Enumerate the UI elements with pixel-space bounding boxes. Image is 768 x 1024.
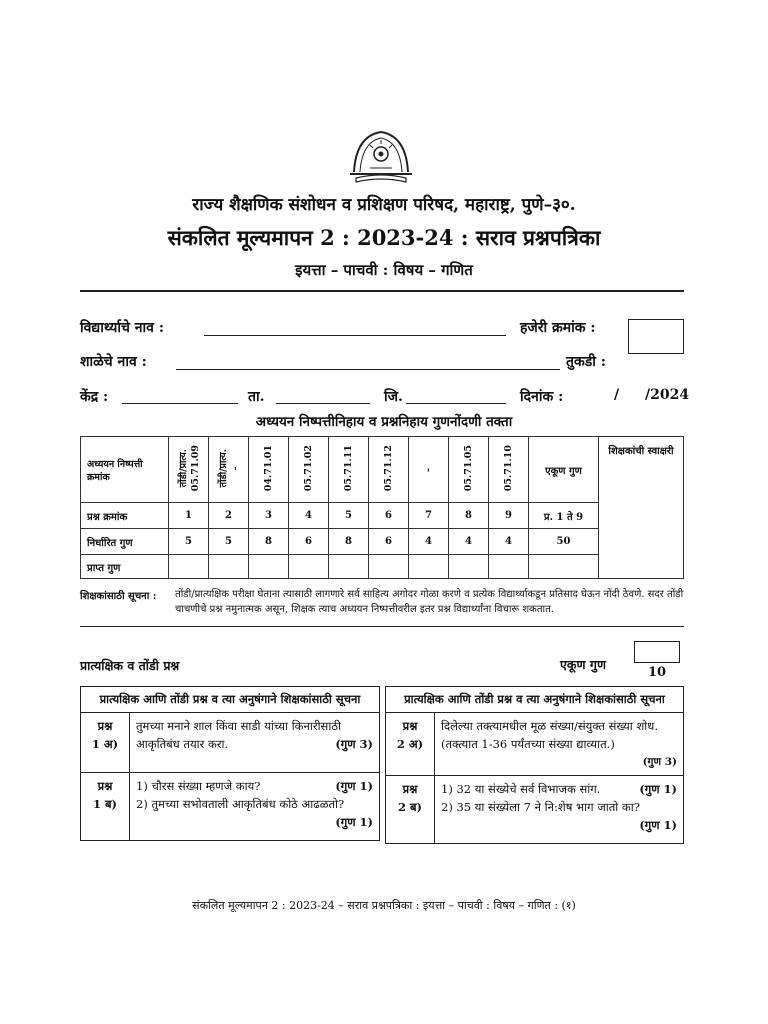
obtained-total-cell[interactable] bbox=[529, 555, 599, 579]
marks-table bbox=[80, 436, 684, 579]
question-text: तुमच्या मनाने शाल किंवा साडी यांच्या किनारीसाठी आकृतिबंध तयार करा. (गुण 3) bbox=[130, 713, 380, 773]
assigned-mark-cell: 5 bbox=[209, 529, 249, 555]
question-row bbox=[386, 713, 684, 776]
assigned-mark-cell: 6 bbox=[369, 529, 409, 555]
question-text: 1) 32 या संख्येचे सर्व विभाजक सांग. (गुण 1) 2) 35 या संख्येला 7 ने नि:शेष भाग जातो का? (गुण 1) bbox=[435, 776, 684, 844]
date-label: दिनांक : bbox=[520, 389, 564, 405]
date-slash: / bbox=[614, 387, 620, 403]
question-number-cell: 5 bbox=[329, 503, 369, 529]
question-total-cell: प्र. 1 ते 9 bbox=[529, 503, 599, 529]
obtained-marks-row bbox=[81, 555, 684, 579]
question-table-header bbox=[386, 687, 684, 713]
roll-no-box[interactable] bbox=[628, 319, 684, 354]
question-row bbox=[81, 503, 684, 529]
question-number-cell: 8 bbox=[449, 503, 489, 529]
question-row bbox=[81, 773, 380, 841]
district-label: जि. bbox=[384, 389, 403, 405]
question-row bbox=[81, 713, 380, 773]
practical-section-heading: प्रात्यक्षिक व तोंडी प्रश्न bbox=[80, 658, 180, 673]
outcome-code-cell: 04.71.01 bbox=[249, 437, 289, 503]
assigned-total-cell: 50 bbox=[529, 529, 599, 555]
column-header: प्रात्यक्षिक आणि तोंडी प्रश्न व त्या अनुषंगाने शिक्षकांसाठी सूचना bbox=[81, 687, 380, 713]
center-field[interactable] bbox=[122, 403, 238, 404]
assigned-mark-cell: 4 bbox=[409, 529, 449, 555]
question-text: दिलेल्या तक्त्यामधील मूळ संख्या/संयुक्त संख्या शोध. (तक्त्यात 1-36 पर्यंतच्या संख्या द्याव्यात.) (गुण 3) bbox=[435, 713, 684, 776]
outcome-row bbox=[81, 437, 684, 503]
date-year: /2024 bbox=[645, 387, 690, 403]
assigned-mark-cell: 6 bbox=[289, 529, 329, 555]
question-number-cell: 7 bbox=[409, 503, 449, 529]
question-number-cell: 9 bbox=[489, 503, 529, 529]
question-table-header bbox=[81, 687, 380, 713]
question-number-cell: 4 bbox=[289, 503, 329, 529]
question-number-cell: 3 bbox=[249, 503, 289, 529]
assigned-marks-row bbox=[81, 529, 684, 555]
obtained-mark-cell[interactable] bbox=[249, 555, 289, 579]
outcome-code-cell: - bbox=[409, 437, 449, 503]
taluka-field[interactable] bbox=[276, 403, 370, 404]
school-name-field[interactable] bbox=[176, 369, 560, 370]
obtained-mark-cell[interactable] bbox=[369, 555, 409, 579]
question-number-cell: 6 bbox=[369, 503, 409, 529]
total-header: एकूण गुण bbox=[529, 437, 599, 503]
outcome-row-label: अध्ययन निष्पत्ती क्रमांक bbox=[81, 437, 169, 503]
institution-emblem-icon bbox=[346, 128, 416, 188]
question-row bbox=[386, 776, 684, 844]
column-header: प्रात्यक्षिक आणि तोंडी प्रश्न व त्या अनुषंगाने शिक्षकांसाठी सूचना bbox=[386, 687, 684, 713]
section-divider bbox=[80, 626, 684, 627]
assigned-mark-cell: 8 bbox=[329, 529, 369, 555]
assigned-mark-cell: 4 bbox=[489, 529, 529, 555]
total-marks-label: एकूण गुण bbox=[560, 657, 606, 672]
question-text: 1) चौरस संख्या म्हणजे काय? (गुण 1) 2) तुमच्या सभोवताली आकृतिबंध कोठे आढळतो? (गुण 1) bbox=[130, 773, 380, 841]
division-label: तुकडी : bbox=[566, 354, 606, 370]
center-label: केंद्र : bbox=[80, 389, 109, 405]
question-number: प्रश्न 2 ब) bbox=[386, 776, 435, 844]
signature-header[interactable]: शिक्षकांची स्वाक्षरी bbox=[599, 437, 684, 579]
question-table-left bbox=[80, 686, 380, 841]
district-field[interactable] bbox=[406, 403, 506, 404]
header-divider bbox=[80, 290, 684, 292]
outcome-code-cell: 05.71.10 bbox=[489, 437, 529, 503]
school-name-label: शाळेचे नाव : bbox=[80, 354, 147, 370]
assigned-row-label: निर्धारित गुण bbox=[81, 529, 169, 555]
question-number-cell: 1 bbox=[169, 503, 209, 529]
outcome-code-cell: 05.71.05 bbox=[449, 437, 489, 503]
question-row-label: प्रश्न क्रमांक bbox=[81, 503, 169, 529]
outcome-code-cell: 05.71.11 bbox=[329, 437, 369, 503]
outcome-code-cell: 05.71.02 bbox=[289, 437, 329, 503]
obtained-mark-cell[interactable] bbox=[209, 555, 249, 579]
obtained-row-label: प्राप्त गुण bbox=[81, 555, 169, 579]
obtained-mark-cell[interactable] bbox=[409, 555, 449, 579]
student-name-label: विद्यार्थ्याचे नाव : bbox=[80, 320, 164, 336]
outcome-code-cell: तोंडी/प्रात्य. - bbox=[209, 437, 249, 503]
total-marks-value: 10 bbox=[647, 665, 667, 680]
assigned-mark-cell: 8 bbox=[249, 529, 289, 555]
organization-name: राज्य शैक्षणिक संशोधन व प्रशिक्षण परिषद, महाराष्ट्र, पुणे–३०. bbox=[192, 195, 576, 215]
roll-no-label: हजेरी क्रमांक : bbox=[520, 320, 596, 336]
obtained-mark-cell[interactable] bbox=[449, 555, 489, 579]
obtained-mark-cell[interactable] bbox=[329, 555, 369, 579]
question-number: प्रश्न 1 अ) bbox=[81, 713, 130, 773]
assigned-mark-cell: 4 bbox=[449, 529, 489, 555]
total-marks-box[interactable] bbox=[634, 641, 680, 663]
obtained-mark-cell[interactable] bbox=[489, 555, 529, 579]
teacher-note-text: तोंडी/प्रात्यक्षिक परीक्षा घेताना त्यासाठी लागणारे सर्व साहित्य अगोदर गोळा करणे व प्रत्येक विद्यार्थ्याकडून प्रतिसाद घेऊन नोंदी ठेवणे. सदर तोंडी चाचणीचे प्रश्न नमुनात्मक असून, शिक्षक त्याच अध्ययन निष्पत्तीवरील इतर प्रश्न विद्यार्थ्यांना विचारू शकतात. bbox=[175, 589, 684, 615]
page-subtitle: इयत्ता – पाचवी : विषय – गणित bbox=[295, 261, 473, 279]
obtained-mark-cell[interactable] bbox=[289, 555, 329, 579]
question-table-right bbox=[385, 686, 684, 844]
assigned-mark-cell: 5 bbox=[169, 529, 209, 555]
outcome-code-cell: तोंडी/प्रात्य. 05.71.09 bbox=[169, 437, 209, 503]
obtained-mark-cell[interactable] bbox=[169, 555, 209, 579]
teacher-note-label: शिक्षकांसाठी सूचना : bbox=[80, 591, 157, 602]
question-number: प्रश्न 1 ब) bbox=[81, 773, 130, 841]
taluka-label: ता. bbox=[248, 389, 265, 405]
question-number-cell: 2 bbox=[209, 503, 249, 529]
outcome-code-cell: 05.71.12 bbox=[369, 437, 409, 503]
page-title: संकलित मूल्यमापन 2 : 2023-24 : सराव प्रश्नपत्रिका bbox=[167, 225, 601, 250]
page-footer: संकलित मूल्यमापन 2 : 2023-24 – सराव प्रश्नपत्रिका : इयत्ता – पाचवी : विषय – गणित : (१) bbox=[192, 899, 576, 912]
marks-table-title: अध्ययन निष्पत्तीनिहाय व प्रश्ननिहाय गुणनोंदणी तक्ता bbox=[255, 414, 513, 430]
student-name-field[interactable] bbox=[204, 335, 506, 336]
question-number: प्रश्न 2 अ) bbox=[386, 713, 435, 776]
